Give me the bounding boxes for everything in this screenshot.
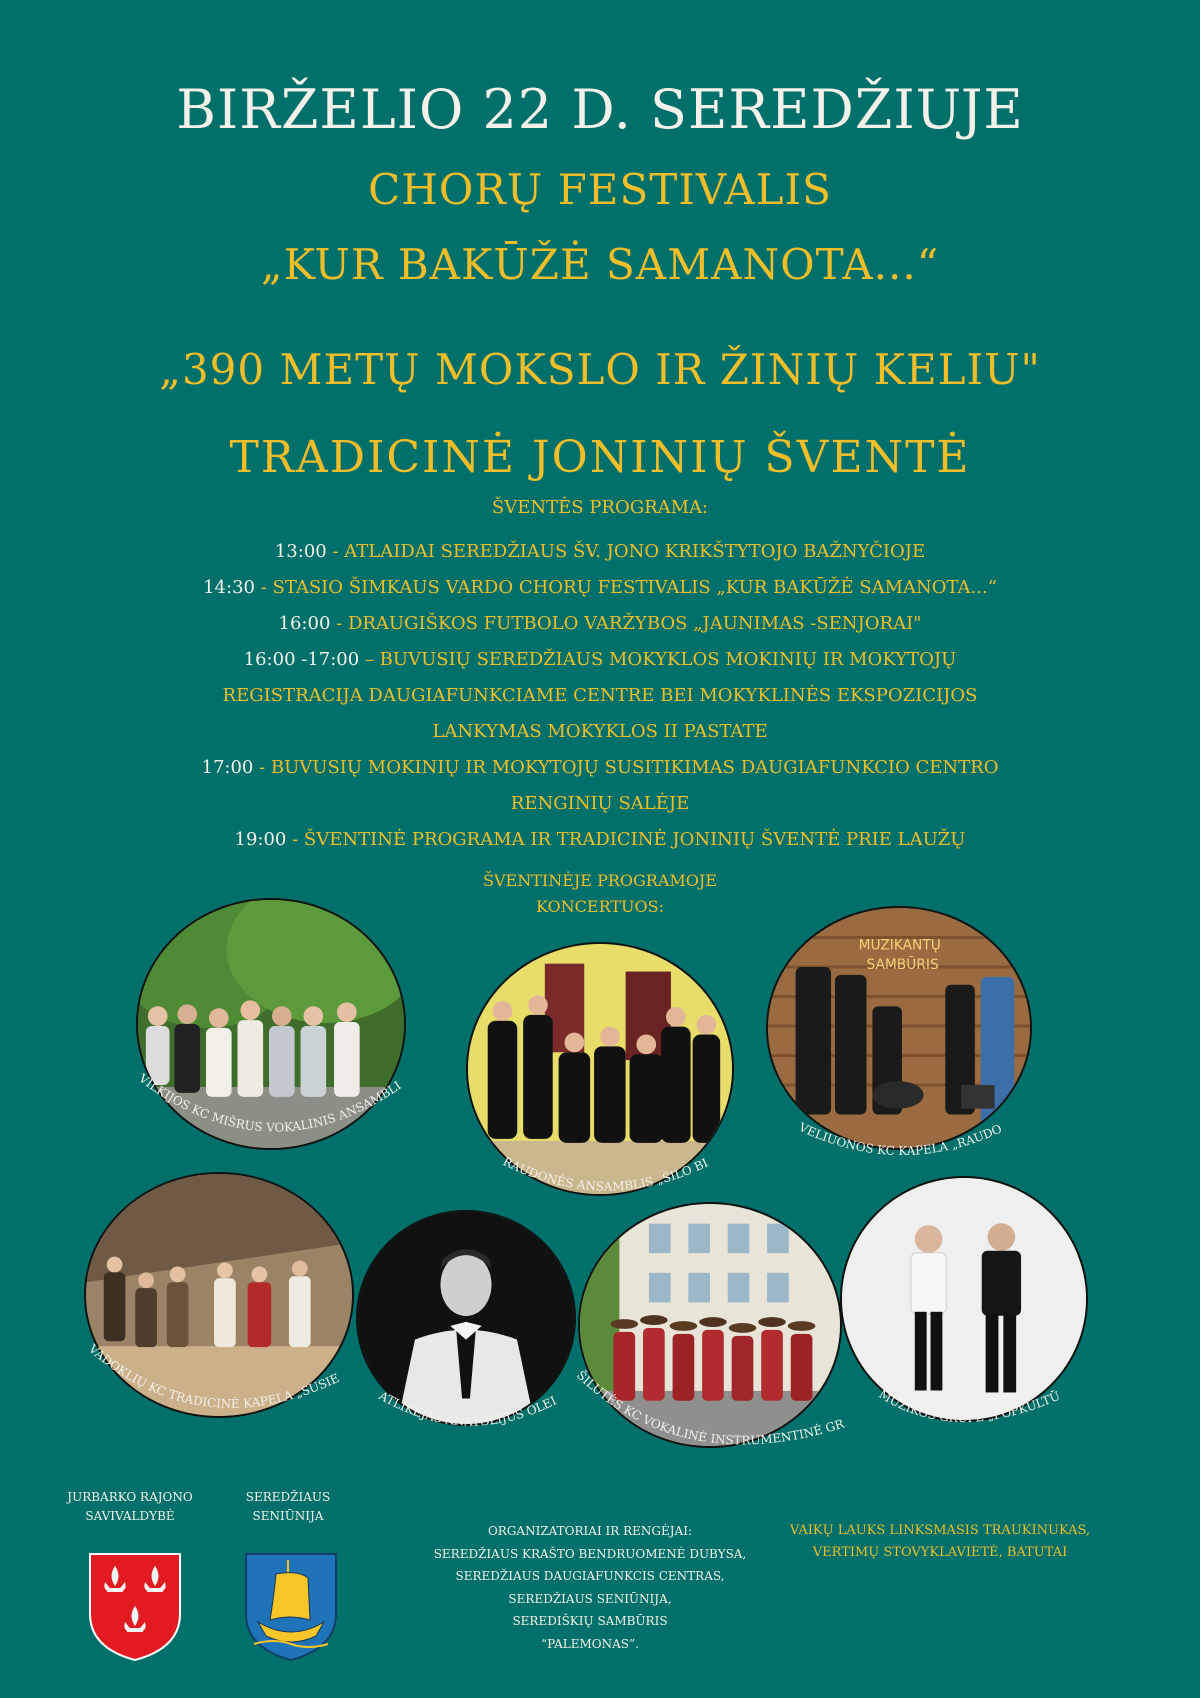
caption-susiedai bbox=[75, 1329, 360, 1440]
jurbarkas-coat-of-arms-icon bbox=[88, 1552, 182, 1662]
program-item-cont: LANKYMAS MOKYKLOS II PASTATE bbox=[432, 721, 768, 742]
program-item: 16:00 - DRAUGIŠKOS FUTBOLO VARŽYBOS „JAUNIMAS -SENJORAI" bbox=[278, 613, 922, 634]
program-text: BUVUSIŲ MOKINIŲ IR MOKYTOJŲ SUSITIKIMAS DAUGIAFUNKCIO CENTRO bbox=[270, 757, 999, 778]
organizer-line: SEREDŽIAUS KRAŠTO BENDRUOMENĖ DUBYSA, bbox=[433, 1546, 747, 1561]
caption-text: MUZIKOS GRUPĖ „POPKULTŪRA“ bbox=[867, 1379, 1063, 1426]
program-time: 19:00 bbox=[234, 829, 287, 850]
organizer-line: SEREDŽIAUS DAUGIAFUNKCIS CENTRAS, bbox=[455, 1569, 725, 1583]
program-time: 17:00 bbox=[201, 757, 254, 778]
program-item: 14:30 - STASIO ŠIMKAUS VARDO CHORŲ FESTIVALIS „KUR BAKŪŽĖ SAMANOTA...“ bbox=[203, 577, 997, 598]
photo-raudone-band bbox=[766, 906, 1032, 1150]
caption-silo-bites bbox=[485, 1139, 720, 1230]
program-item: 16:00 -17:00 – BUVUSIŲ SEREDŽIAUS MOKYKLOS MOKINIŲ IR MOKYTOJŲ bbox=[243, 649, 957, 670]
seredzius-coat-of-arms-icon bbox=[244, 1552, 338, 1662]
municipality-label: JURBARKO RAJONO SAVIVALDYBĖ bbox=[67, 1490, 193, 1523]
program-list bbox=[120, 534, 1080, 858]
program-text: ATLAIDAI SEREDŽIAUS ŠV. JONO KRIKŠTYTOJO BAŽNYČIOJE bbox=[344, 541, 926, 562]
program-item: 19:00 - ŠVENTINĖ PROGRAMA IR TRADICINĖ JONINIŲ ŠVENTĖ PRIE LAUŽŲ bbox=[234, 829, 966, 850]
caption-text: VILKIJOS KC MIŠRUS VOKALINIS ANSAMBLIS „NONA“ bbox=[120, 1039, 404, 1135]
program-text: ŠVENTINĖ PROGRAMA IR TRADICINĖ JONINIŲ ŠVENTĖ PRIE LAUŽŲ bbox=[303, 829, 966, 850]
performers-heading: ŠVENTINĖJE PROGRAMOJE KONCERTUOS: bbox=[483, 871, 717, 916]
caption-popkultura bbox=[867, 1379, 1072, 1470]
caption-text: VELIUONOS KC KAPELA „RAUDONĖ“ bbox=[786, 1107, 1005, 1159]
organizers-block bbox=[400, 1520, 780, 1655]
program-heading: ŠVENTĖS PROGRAMA: bbox=[491, 497, 709, 518]
caption-text: VADOKLIŲ KC TRADICINĖ KAPELA „SUSIEDAI“ bbox=[75, 1329, 342, 1411]
festival-title-line2: „KUR BAKŪŽĖ SAMANOTA...“ bbox=[260, 240, 940, 289]
caption-raudone bbox=[786, 1107, 1022, 1198]
organizer-line: SEREDŽIAUS SENIŪNIJA, bbox=[508, 1591, 672, 1606]
svg-text:VILKIJOS KC MIŠRUS VOKALINIS A bbox=[121, 1039, 404, 1135]
program-time: 16:00 -17:00 bbox=[243, 649, 360, 670]
program-time: 16:00 bbox=[278, 613, 331, 634]
program-item: 13:00 - ATLAIDAI SEREDŽIAUS ŠV. JONO KRIKŠTYTOJO BAŽNYČIOJE bbox=[274, 541, 926, 562]
caption-text: ŠILUTĖS KC VOKALINĖ INSTRUMENTINĖ GRUPĖ „GEGĖ“ bbox=[566, 1359, 846, 1448]
caption-oleinik bbox=[364, 1379, 570, 1470]
organizers-heading: ORGANIZATORIAI IR RENGĖJAI: bbox=[487, 1524, 693, 1538]
caption-nona bbox=[120, 1039, 416, 1180]
date-title: BIRŽELIO 22 D. SEREDŽIUJE bbox=[176, 78, 1024, 141]
organizer-line: “PALEMONAS”. bbox=[541, 1636, 639, 1651]
caption-gege bbox=[566, 1359, 862, 1480]
band-sign-text: MUZIKANTŲ bbox=[858, 937, 941, 954]
festival-title-line1: CHORŲ FESTIVALIS bbox=[368, 165, 832, 214]
kids-activities: VAIKŲ LAUKS LINKSMASIS TRAUKINUKAS, VERTIMŲ STOVYKLAVIETĖ, BATUTAI bbox=[789, 1523, 1091, 1560]
program-text: DRAUGIŠKOS FUTBOLO VARŽYBOS „JAUNIMAS -SENJORAI" bbox=[347, 613, 922, 634]
eldership-label: SEREDŽIAUS SENIŪNIJA bbox=[245, 1490, 331, 1523]
band-sign-text: SAMBŪRIS bbox=[866, 956, 939, 973]
program-item: 17:00 - BUVUSIŲ MOKINIŲ IR MOKYTOJŲ SUSITIKIMAS DAUGIAFUNKCIO CENTRO bbox=[201, 757, 999, 778]
program-item-cont: REGISTRACIJA DAUGIAFUNKCIAME CENTRE BEI MOKYKLINĖS EKSPOZICIJOS bbox=[222, 685, 978, 706]
feast-title: TRADICINĖ JONINIŲ ŠVENTĖ bbox=[229, 432, 971, 483]
caption-text: ATLIKĖJAS ANATOLIJUS OLEINIK bbox=[364, 1379, 559, 1429]
svg-text:ŠILUTĖS KC VOKALINĖ INSTRUMENT bbox=[567, 1358, 847, 1447]
program-text: STASIO ŠIMKAUS VARDO CHORŲ FESTIVALIS „KUR BAKŪŽĖ SAMANOTA...“ bbox=[272, 577, 997, 598]
caption-text: RAUDONĖS ANSAMBLIS „ŠILO BITĖS“ bbox=[485, 1139, 711, 1194]
program-item-cont: RENGINIŲ SALĖJE bbox=[510, 793, 690, 814]
program-text: BUVUSIŲ SEREDŽIAUS MOKYKLOS MOKINIŲ IR MOKYTOJŲ bbox=[379, 649, 957, 670]
photo-popkultura-duo bbox=[840, 1176, 1088, 1422]
program-time: 13:00 bbox=[274, 541, 327, 562]
organizer-line: SEREDIŠKIŲ SAMBŪRIS bbox=[512, 1614, 668, 1628]
svg-text:VADOKLIŲ KC TRADICINĖ KAPELA „ bbox=[75, 1329, 342, 1411]
anniversary-title: „390 METŲ MOKSLO IR ŽINIŲ KELIU" bbox=[159, 345, 1041, 394]
program-time: 14:30 bbox=[203, 577, 255, 598]
